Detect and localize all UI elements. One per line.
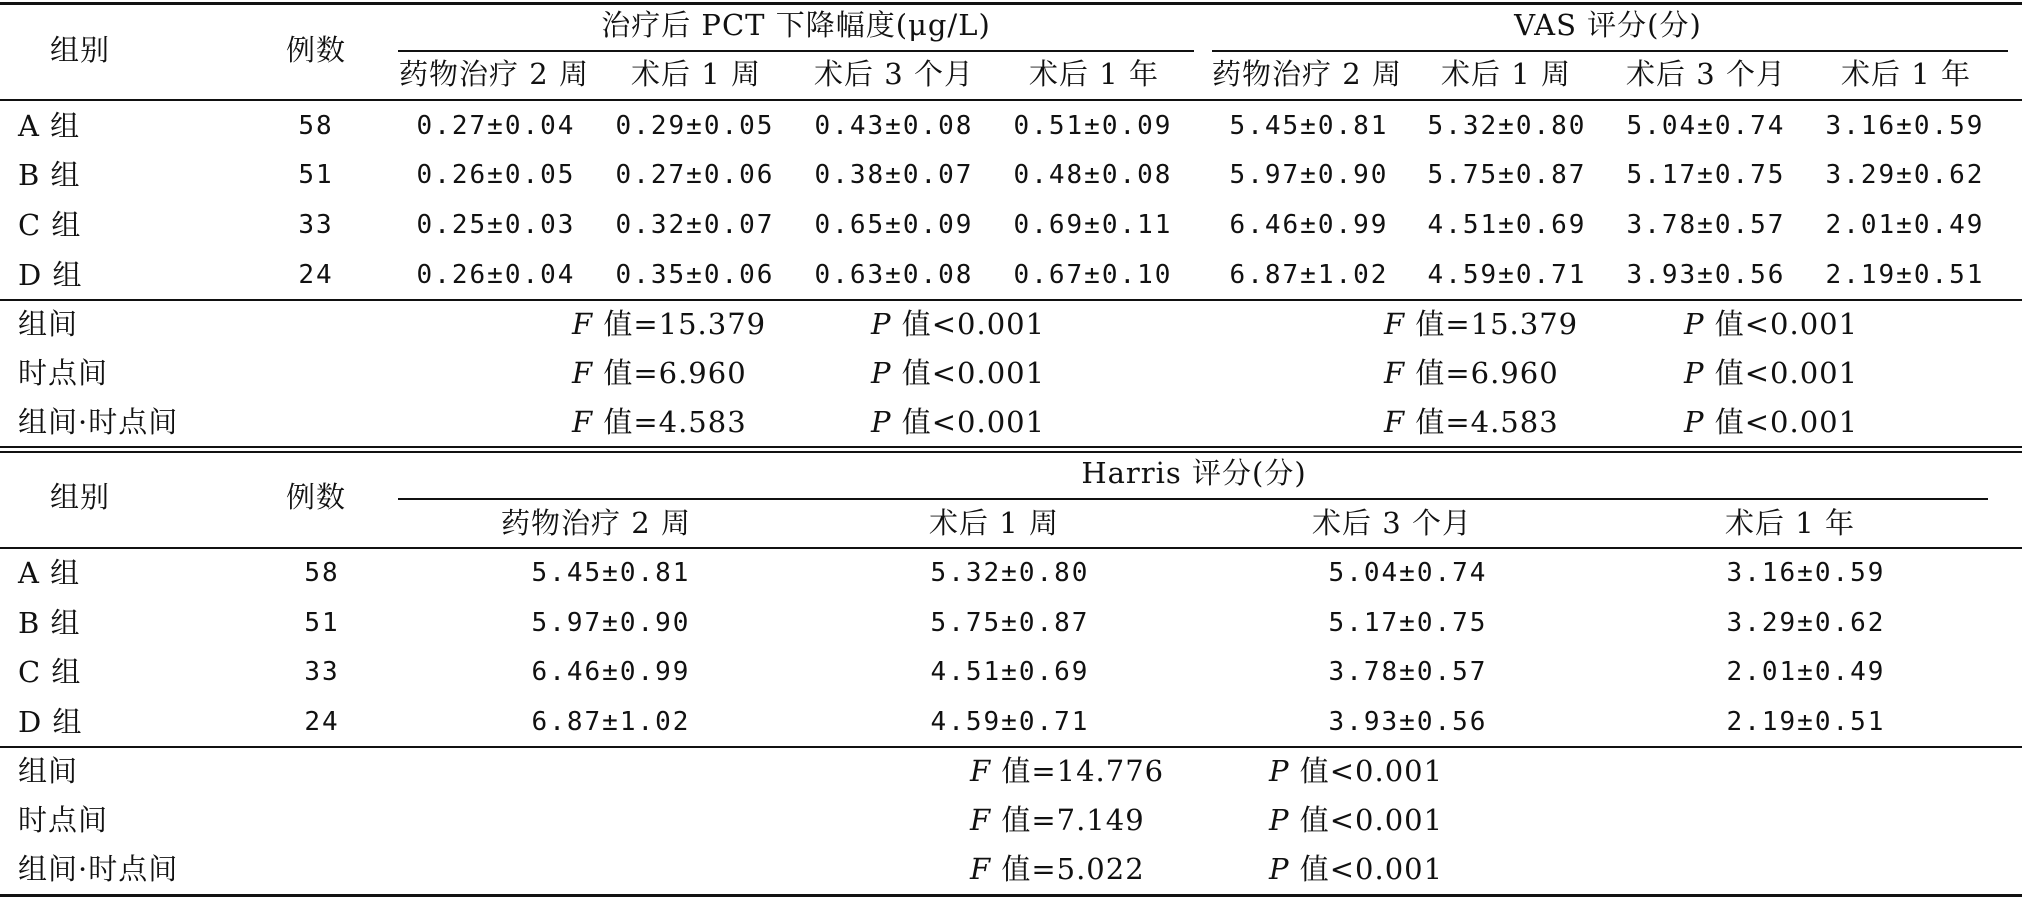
table1-body-rule bbox=[0, 299, 2022, 301]
f-symbol: F bbox=[572, 307, 594, 341]
vas-cell: 5.97±0.90 bbox=[1229, 160, 1389, 190]
vas-cell: 3.16±0.59 bbox=[1825, 111, 1985, 141]
vas-col-header-2: 术后 1 周 bbox=[1441, 57, 1571, 91]
pct-f-value: F 值=15.379 bbox=[572, 307, 767, 341]
pct-cell: 0.38±0.07 bbox=[814, 160, 974, 190]
pct-f-value: F 值=6.960 bbox=[572, 356, 747, 390]
vas-cell: 2.19±0.51 bbox=[1825, 260, 1985, 290]
stat-row-label: 组间·时点间 bbox=[18, 852, 179, 886]
pct-cell: 0.26±0.04 bbox=[416, 260, 576, 290]
f-symbol: F bbox=[970, 852, 992, 886]
pct-p-value: P 值<0.001 bbox=[871, 356, 1046, 390]
pct-cell: 0.43±0.08 bbox=[814, 111, 974, 141]
pct-cell: 0.69±0.11 bbox=[1013, 210, 1173, 240]
p-symbol: P bbox=[871, 405, 892, 439]
harris-f-value: F 值=5.022 bbox=[970, 852, 1145, 886]
f-symbol: F bbox=[1384, 405, 1406, 439]
harris-cell: 5.04±0.74 bbox=[1328, 558, 1488, 588]
vas-col-header-1: 药物治疗 2 周 bbox=[1212, 57, 1402, 91]
vas-f-value: F 值=6.960 bbox=[1384, 356, 1559, 390]
vas-col-header-3: 术后 3 个月 bbox=[1626, 57, 1786, 91]
pct-header-underline bbox=[398, 50, 1194, 52]
vas-cell: 4.59±0.71 bbox=[1427, 260, 1587, 290]
table2-row-count: 33 bbox=[304, 657, 340, 687]
pct-cell: 0.27±0.06 bbox=[615, 160, 775, 190]
table1-row-label: B 组 bbox=[18, 158, 81, 192]
harris-p-value: P 值<0.001 bbox=[1269, 803, 1444, 837]
harris-cell: 3.16±0.59 bbox=[1726, 558, 1886, 588]
harris-cell: 5.32±0.80 bbox=[930, 558, 1090, 588]
vas-cell: 5.75±0.87 bbox=[1427, 160, 1587, 190]
vas-cell: 6.87±1.02 bbox=[1229, 260, 1389, 290]
pct-cell: 0.29±0.05 bbox=[615, 111, 775, 141]
harris-cell: 4.59±0.71 bbox=[930, 707, 1090, 737]
harris-header-underline bbox=[398, 498, 1988, 500]
vas-header-underline bbox=[1212, 50, 2008, 52]
table1-row-count: 51 bbox=[298, 160, 334, 190]
vas-cell: 3.93±0.56 bbox=[1626, 260, 1786, 290]
vas-cell: 3.29±0.62 bbox=[1825, 160, 1985, 190]
table1-row-count: 33 bbox=[298, 210, 334, 240]
pct-cell: 0.35±0.06 bbox=[615, 260, 775, 290]
table1-row-label: C 组 bbox=[18, 208, 82, 242]
table-separator-rule-lower bbox=[0, 451, 2022, 453]
f-symbol: F bbox=[572, 356, 594, 390]
stat-row-label: 时点间 bbox=[18, 356, 109, 390]
pct-group-header: 治疗后 PCT 下降幅度(μg/L) bbox=[601, 8, 991, 42]
f-symbol: F bbox=[970, 754, 992, 788]
p-symbol: P bbox=[1684, 356, 1705, 390]
pct-cell: 0.51±0.09 bbox=[1013, 111, 1173, 141]
p-symbol: P bbox=[1269, 852, 1290, 886]
vas-p-value: P 值<0.001 bbox=[1684, 356, 1859, 390]
table1-row-count: 58 bbox=[298, 111, 334, 141]
table2-body-rule bbox=[0, 746, 2022, 748]
pct-p-value: P 值<0.001 bbox=[871, 405, 1046, 439]
harris-cell: 2.01±0.49 bbox=[1726, 657, 1886, 687]
vas-cell: 6.46±0.99 bbox=[1229, 210, 1389, 240]
pct-p-value: P 值<0.001 bbox=[871, 307, 1046, 341]
table2-row-label: C 组 bbox=[18, 655, 82, 689]
stat-row-label: 组间 bbox=[18, 307, 79, 341]
harris-cell: 5.17±0.75 bbox=[1328, 608, 1488, 638]
table1-row-label: A 组 bbox=[18, 109, 81, 143]
table1-row-count: 24 bbox=[298, 260, 334, 290]
table2-header-rule bbox=[0, 547, 2022, 549]
stat-row-label: 时点间 bbox=[18, 803, 109, 837]
harris-f-value: F 值=14.776 bbox=[970, 754, 1165, 788]
pct-cell: 0.63±0.08 bbox=[814, 260, 974, 290]
harris-cell: 6.46±0.99 bbox=[531, 657, 691, 687]
table2-count-header: 例数 bbox=[285, 480, 347, 514]
vas-cell: 3.78±0.57 bbox=[1626, 210, 1786, 240]
harris-f-value: F 值=7.149 bbox=[970, 803, 1145, 837]
table1-count-header: 例数 bbox=[285, 33, 347, 67]
vas-f-value: F 值=15.379 bbox=[1384, 307, 1579, 341]
pct-cell: 0.32±0.07 bbox=[615, 210, 775, 240]
p-symbol: P bbox=[871, 307, 892, 341]
pct-col-header-3: 术后 3 个月 bbox=[814, 57, 974, 91]
vas-cell: 5.32±0.80 bbox=[1427, 111, 1587, 141]
pct-cell: 0.25±0.03 bbox=[416, 210, 576, 240]
p-symbol: P bbox=[1684, 405, 1705, 439]
table1-header-rule bbox=[0, 99, 2022, 101]
p-symbol: P bbox=[871, 356, 892, 390]
harris-cell: 5.97±0.90 bbox=[531, 608, 691, 638]
vas-p-value: P 值<0.001 bbox=[1684, 307, 1859, 341]
vas-cell: 4.51±0.69 bbox=[1427, 210, 1587, 240]
table1-group-header: 组别 bbox=[49, 33, 111, 67]
table2-row-label: A 组 bbox=[18, 556, 81, 590]
p-symbol: P bbox=[1269, 754, 1290, 788]
stat-row-label: 组间 bbox=[18, 754, 79, 788]
harris-col-header-3: 术后 3 个月 bbox=[1312, 506, 1472, 540]
harris-p-value: P 值<0.001 bbox=[1269, 852, 1444, 886]
p-symbol: P bbox=[1684, 307, 1705, 341]
table2-bottom-rule bbox=[0, 894, 2022, 897]
vas-cell: 5.45±0.81 bbox=[1229, 111, 1389, 141]
pct-col-header-1: 药物治疗 2 周 bbox=[399, 57, 589, 91]
harris-cell: 3.93±0.56 bbox=[1328, 707, 1488, 737]
vas-cell: 5.04±0.74 bbox=[1626, 111, 1786, 141]
harris-cell: 5.45±0.81 bbox=[531, 558, 691, 588]
pct-cell: 0.67±0.10 bbox=[1013, 260, 1173, 290]
pct-cell: 0.48±0.08 bbox=[1013, 160, 1173, 190]
vas-f-value: F 值=4.583 bbox=[1384, 405, 1559, 439]
table2-row-count: 24 bbox=[304, 707, 340, 737]
harris-p-value: P 值<0.001 bbox=[1269, 754, 1444, 788]
vas-cell: 2.01±0.49 bbox=[1825, 210, 1985, 240]
pct-f-value: F 值=4.583 bbox=[572, 405, 747, 439]
pct-col-header-4: 术后 1 年 bbox=[1029, 57, 1159, 91]
harris-col-header-2: 术后 1 周 bbox=[929, 506, 1059, 540]
vas-col-header-4: 术后 1 年 bbox=[1841, 57, 1971, 91]
f-symbol: F bbox=[970, 803, 992, 837]
harris-cell: 3.29±0.62 bbox=[1726, 608, 1886, 638]
harris-cell: 6.87±1.02 bbox=[531, 707, 691, 737]
table2-group-header: 组别 bbox=[49, 480, 111, 514]
harris-cell: 4.51±0.69 bbox=[930, 657, 1090, 687]
harris-col-header-4: 术后 1 年 bbox=[1725, 506, 1855, 540]
f-symbol: F bbox=[572, 405, 594, 439]
harris-group-header: Harris 评分(分) bbox=[1081, 456, 1307, 490]
p-symbol: P bbox=[1269, 803, 1290, 837]
harris-cell: 5.75±0.87 bbox=[930, 608, 1090, 638]
table-separator-rule-upper bbox=[0, 446, 2022, 448]
table2-row-label: B 组 bbox=[18, 606, 81, 640]
pct-cell: 0.26±0.05 bbox=[416, 160, 576, 190]
table2-row-label: D 组 bbox=[18, 705, 83, 739]
harris-cell: 2.19±0.51 bbox=[1726, 707, 1886, 737]
table1-row-label: D 组 bbox=[18, 258, 83, 292]
vas-cell: 5.17±0.75 bbox=[1626, 160, 1786, 190]
harris-col-header-1: 药物治疗 2 周 bbox=[501, 506, 691, 540]
harris-cell: 3.78±0.57 bbox=[1328, 657, 1488, 687]
pct-cell: 0.27±0.04 bbox=[416, 111, 576, 141]
pct-cell: 0.65±0.09 bbox=[814, 210, 974, 240]
vas-group-header: VAS 评分(分) bbox=[1514, 8, 1702, 42]
f-symbol: F bbox=[1384, 307, 1406, 341]
table1-top-rule bbox=[0, 2, 2022, 5]
table2-row-count: 51 bbox=[304, 608, 340, 638]
vas-p-value: P 值<0.001 bbox=[1684, 405, 1859, 439]
table2-row-count: 58 bbox=[304, 558, 340, 588]
f-symbol: F bbox=[1384, 356, 1406, 390]
pct-col-header-2: 术后 1 周 bbox=[631, 57, 761, 91]
stat-row-label: 组间·时点间 bbox=[18, 405, 179, 439]
